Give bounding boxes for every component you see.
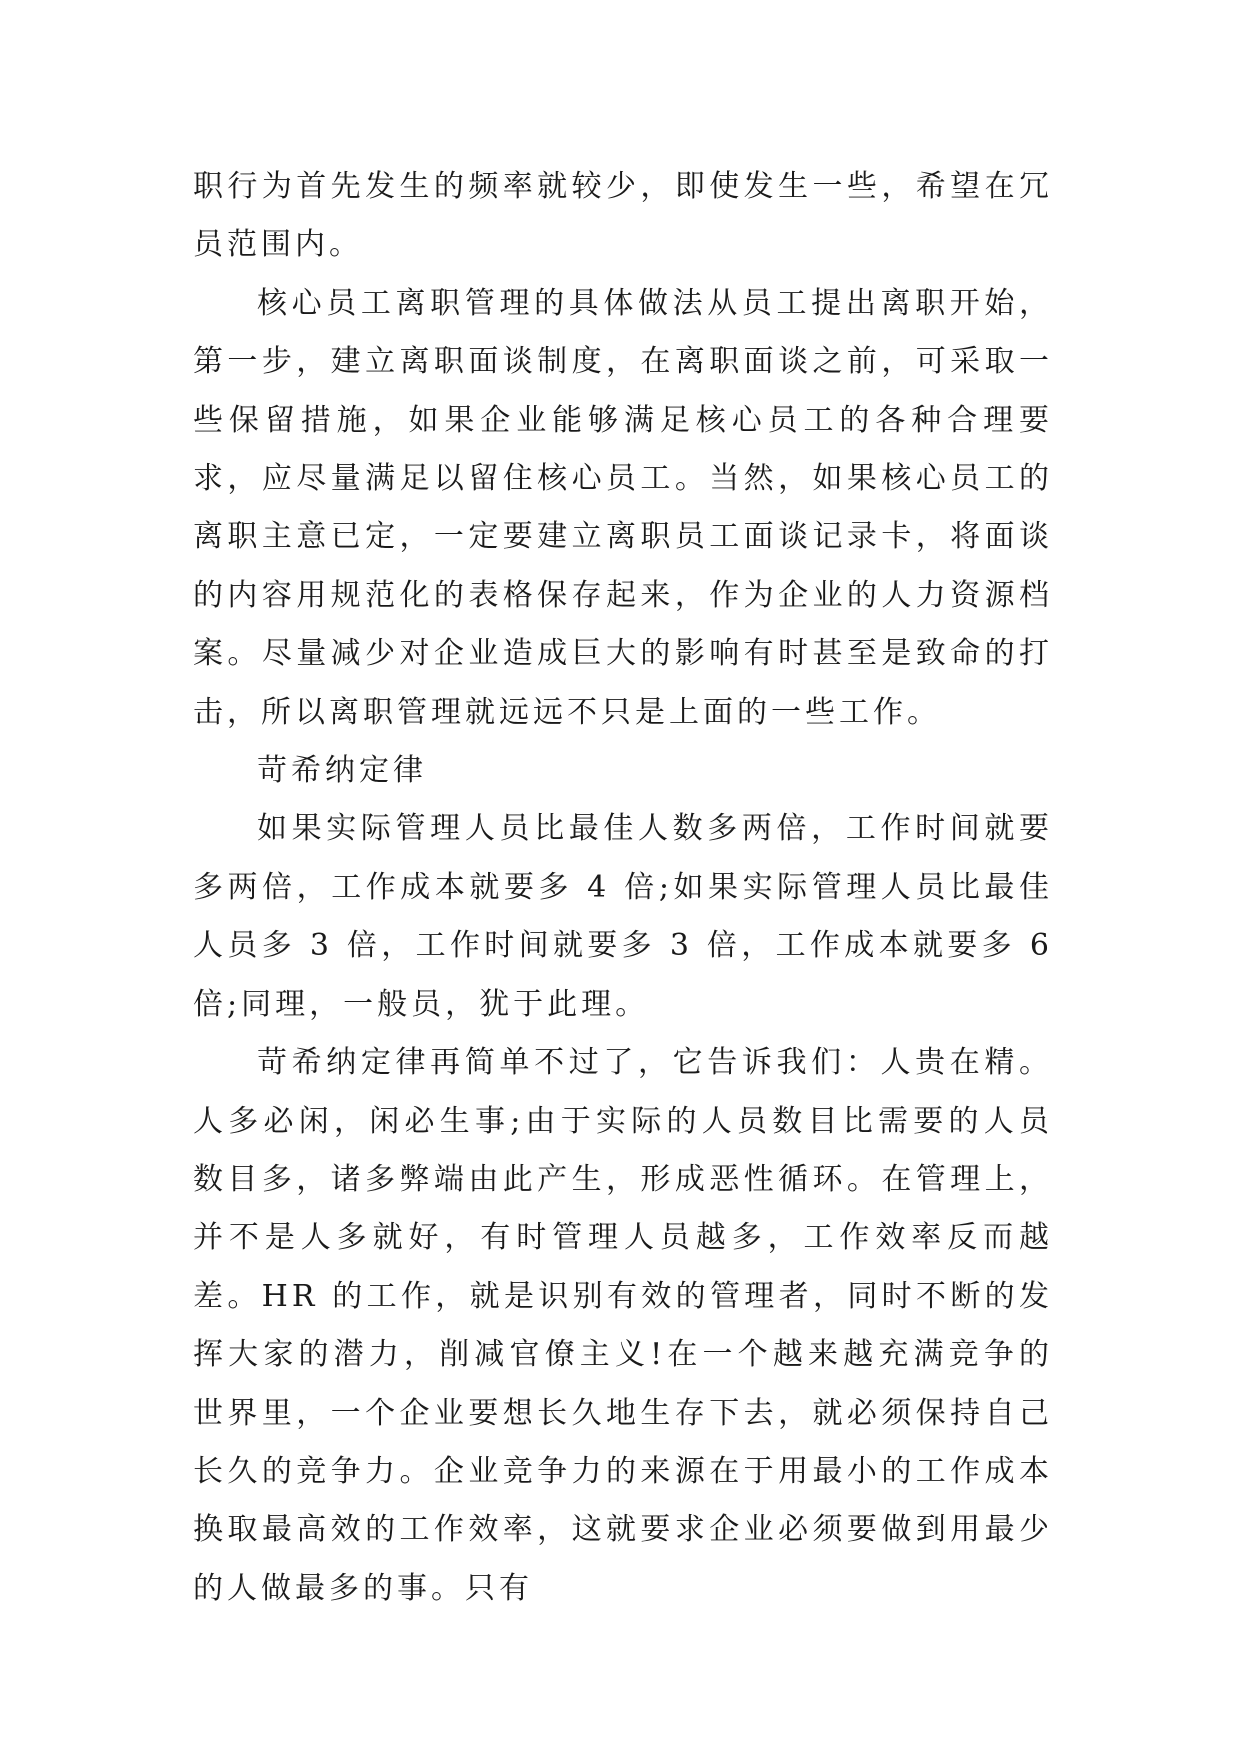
body-text — [193, 158, 1053, 1618]
paragraph-3: 如果实际管理人员比最佳人数多两倍，工作时间就要多两倍，工作成本就要多 4 倍;如果实际管理人员比最佳人员多 3 倍，工作时间就要多 3 倍，工作成本就要多 6 倍;同理，一般员，犹于此理。 — [193, 811, 1053, 1022]
paragraph-2: 核心员工离职管理的具体做法从员工提出离职开始，第一步，建立离职面谈制度，在离职面谈之前，可采取一些保留措施，如果企业能够满足核心员工的各种合理要求，应尽量满足以留住核心员工。当然，如果核心员工的离职主意已定，一定要建立离职员工面谈记录卡，将面谈的内容用规范化的表格保存起来，作为企业的人力资源档案。尽量减少对企业造成巨大的影响有时甚至是致命的打击，所以离职管理就远远不只是上面的一些工作。 — [193, 285, 1053, 730]
paragraph-1: 职行为首先发生的频率就较少，即使发生一些，希望在冗员范围内。 — [193, 169, 1053, 263]
paragraph-4: 苛希纳定律再简单不过了，它告诉我们：人贵在精。人多必闲，闲必生事;由于实际的人员数目比需要的人员数目多，诸多弊端由此产生，形成恶性循环。在管理上，并不是人多就好，有时管理人员越多，工作效率反而越差。HR 的工作，就是识别有效的管理者，同时不断的发挥大家的潜力，削减官僚主义!在一个越来越充满竞争的世界里，一个企业要想长久地生存下去，就必须保持自己长久的竞争力。企业竞争力的来源在于用最小的工作成本换取最高效的工作效率，这就要求企业必须要做到用最少的人做最多的事。只有 — [193, 1045, 1053, 1606]
section-heading: 苛希纳定律 — [257, 753, 427, 789]
